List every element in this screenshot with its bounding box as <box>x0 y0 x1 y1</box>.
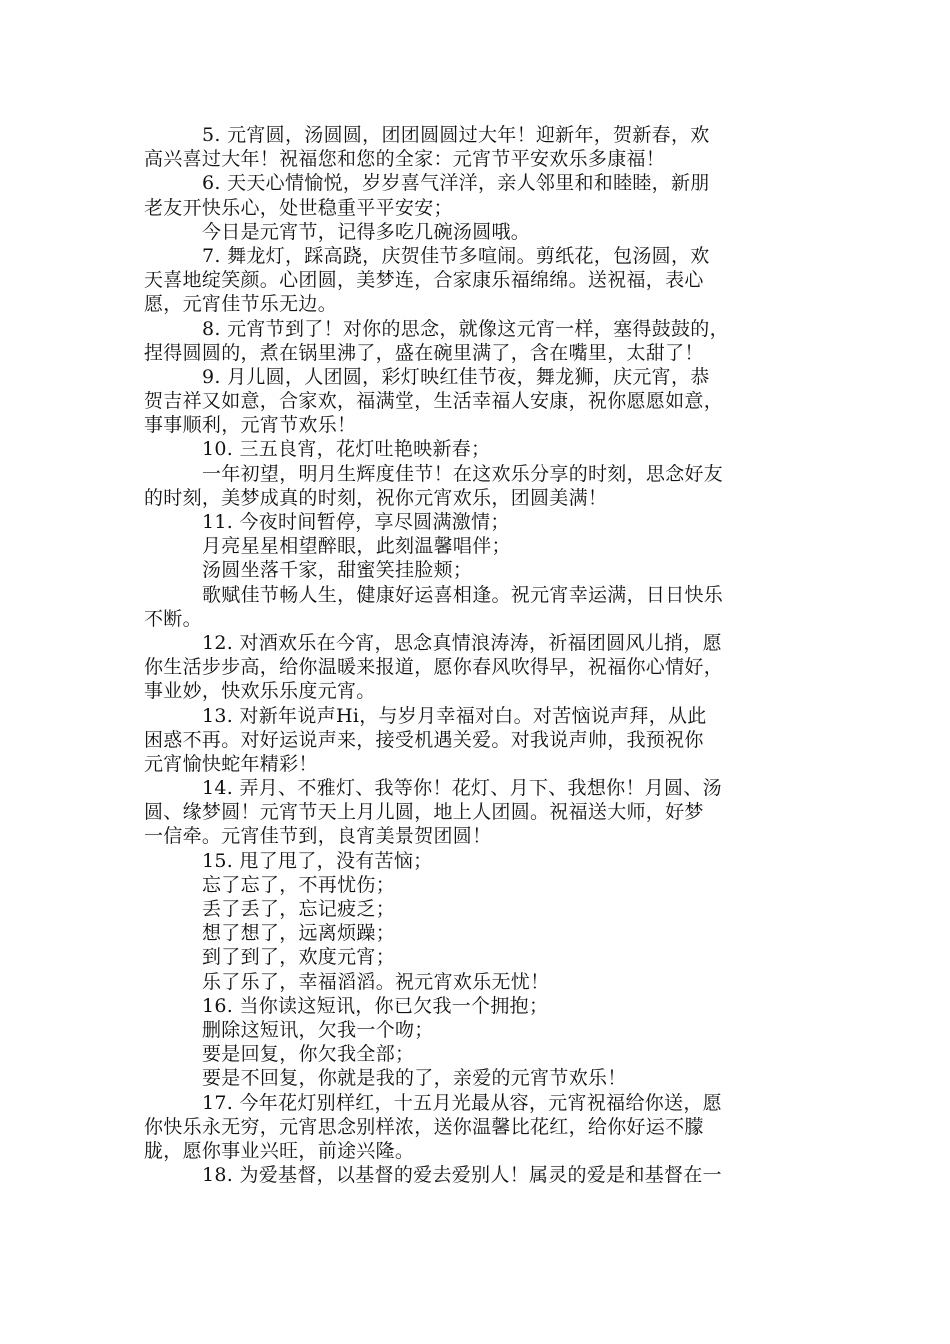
text-line: 歌赋佳节畅人生，健康好运喜相逢。祝元宵幸运满，日日快乐 <box>202 583 724 606</box>
text-line: 汤圆坐落千家，甜蜜笑挂脸颊； <box>202 559 473 582</box>
text-line: 你快乐永无穷，元宵思念别样浓，送你温馨比花红，给你好运不朦 <box>144 1115 704 1138</box>
text-line: 圆、缘梦圆！元宵节天上月儿圆，地上人团圆。祝福送大师，好梦 <box>144 801 704 824</box>
text-line: 事事顺利，元宵节欢乐！ <box>144 414 357 437</box>
text-line: 乐了乐了，幸福滔滔。祝元宵欢乐无忧！ <box>202 970 550 993</box>
text-line: 5. 元宵圆，汤圆圆，团团圆圆过大年！迎新年，贺新春，欢 <box>202 124 710 146</box>
text-line: 6. 天天心情愉悦，岁岁喜气洋洋，亲人邻里和和睦睦，新朋 <box>202 172 710 195</box>
text-line: 忘了忘了，不再忧伤； <box>202 873 396 896</box>
text-line: 的时刻，美梦成真的时刻，祝你元宵欢乐，团圆美满！ <box>144 486 608 509</box>
text-line: 愿，元宵佳节乐无边。 <box>144 293 338 316</box>
text-line: 到了到了，欢度元宵； <box>202 946 396 969</box>
text-line: 10. 三五良宵，花灯吐艳映新春； <box>202 438 491 461</box>
text-line: 贺吉祥又如意，合家欢，福满堂，生活幸福人安康，祝你愿愿如意， <box>144 390 724 413</box>
text-line: 丢了丢了，忘记疲乏； <box>202 898 396 920</box>
text-line: 14. 弄月、不雅灯、我等你！花灯、月下、我想你！月圆、汤 <box>202 777 722 800</box>
text-line: 12. 对酒欢乐在今宵，思念真情浪涛涛，祈福团圆风儿捎，愿 <box>202 631 722 654</box>
text-line: 17. 今年花灯别样红，十五月光最从容，元宵祝福给你送，愿 <box>202 1091 722 1114</box>
text-line: 事业妙，快欢乐乐度元宵。 <box>144 680 376 703</box>
text-line: 11. 今夜时间暂停，享尽圆满激情； <box>202 511 510 533</box>
text-line: 要是回复，你欠我全部； <box>202 1043 415 1066</box>
text-line: 高兴喜过大年！祝福您和您的全家：元宵节平安欢乐多康福！ <box>144 148 666 171</box>
text-line: 胧，愿你事业兴旺，前途兴隆。 <box>144 1139 415 1162</box>
text-line: 16. 当你读这短讯，你已欠我一个拥抱； <box>202 994 549 1017</box>
text-line: 今日是元宵节，记得多吃几碗汤圆哦。 <box>202 220 531 243</box>
text-line: 13. 对新年说声Hi，与岁月幸福对白。对苦恼说声拜，从此 <box>202 704 707 727</box>
text-line: 要是不回复，你就是我的了，亲爱的元宵节欢乐！ <box>202 1067 627 1090</box>
text-line: 月亮星星相望醉眼，此刻温馨唱伴； <box>202 535 511 558</box>
text-line: 捏得圆圆的，煮在锅里沸了，盛在碗里满了，含在嘴里，太甜了！ <box>144 341 704 364</box>
text-line: 想了想了，远离烦躁； <box>202 922 396 945</box>
text-line: 元宵愉快蛇年精彩！ <box>144 752 318 775</box>
text-line: 9. 月儿圆，人团圆，彩灯映红佳节夜，舞龙狮，庆元宵，恭 <box>202 365 710 388</box>
text-line: 删除这短讯，欠我一个吻； <box>202 1018 434 1041</box>
text-line: 18. 为爱基督，以基督的爱去爱别人！属灵的爱是和基督在一 <box>202 1164 722 1187</box>
text-line: 天喜地绽笑颜。心团圆，美梦连，合家康乐福绵绵。送祝福，表心 <box>144 269 704 292</box>
text-line: 7. 舞龙灯，踩高跷，庆贺佳节多喧闹。剪纸花，包汤圆，欢 <box>202 244 710 267</box>
document-body <box>144 123 824 1187</box>
text-line: 一信牵。元宵佳节到，良宵美景贺团圆！ <box>144 825 492 848</box>
text-line: 困惑不再。对好运说声来，接受机遇关爱。对我说声帅，我预祝你 <box>144 728 704 751</box>
text-line: 你生活步步高，给你温暖来报道，愿你春风吹得早，祝福你心情好， <box>144 656 724 679</box>
text-line: 8. 元宵节到了！对你的思念，就像这元宵一样，塞得鼓鼓的， <box>202 317 729 340</box>
text-line: 一年初望，明月生辉度佳节！在这欢乐分享的时刻，思念好友 <box>202 462 724 485</box>
text-line: 不断。 <box>144 607 202 630</box>
text-line: 老友开快乐心，处世稳重平平安安； <box>144 196 453 219</box>
text-line: 15. 甩了甩了，没有苦恼； <box>202 849 433 872</box>
